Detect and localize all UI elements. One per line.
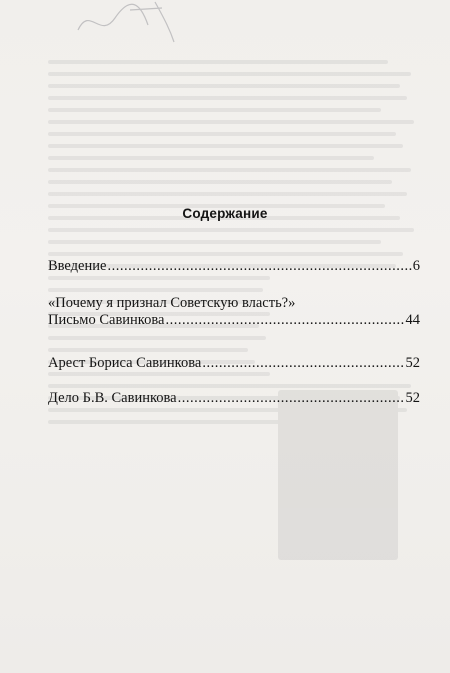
toc-entry-label: Арест Бориса Савинкова	[48, 355, 202, 371]
toc-leader-dots	[178, 390, 405, 407]
toc-entry-label: Введение	[48, 258, 107, 274]
toc-entry-case[interactable]	[48, 390, 420, 407]
toc-title: Содержание	[182, 206, 268, 221]
toc-entry-subtitle: «Почему я признал Советскую власть?»	[48, 295, 296, 311]
toc-entry-letter[interactable]	[48, 295, 420, 329]
toc-page-number: 52	[405, 390, 420, 406]
toc-entry-arrest[interactable]	[48, 355, 420, 372]
toc-page-number: 44	[405, 312, 420, 328]
reverse-side-bleed-through	[48, 60, 418, 640]
toc-leader-dots	[107, 258, 411, 275]
toc-leader-dots	[165, 312, 404, 329]
toc-leader-dots	[202, 355, 404, 372]
toc-page-number: 6	[412, 258, 420, 274]
toc-entry-label: Дело Б.В. Савинкова	[48, 390, 177, 406]
toc-entry-label: Письмо Савинкова	[48, 312, 165, 328]
toc-page-number: 52	[405, 355, 420, 371]
pen-scribble	[70, 0, 180, 45]
toc-entry-intro[interactable]	[48, 258, 420, 275]
